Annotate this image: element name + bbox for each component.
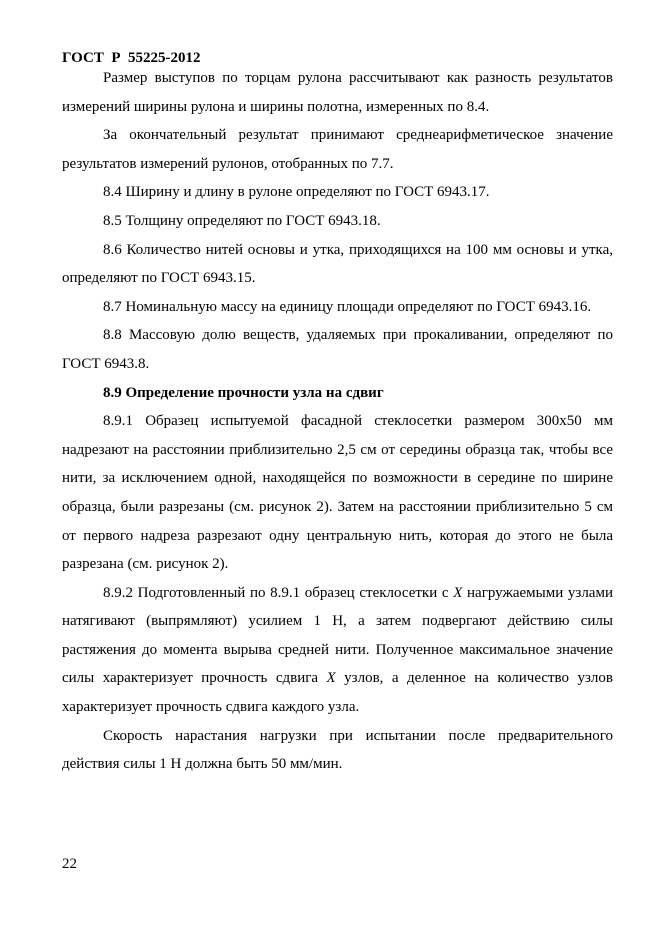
paragraph-8-7: 8.7 Номинальную массу на единицу площади определяют по ГОСТ 6943.16. bbox=[103, 298, 592, 315]
document-header: ГОСТ Р 55225-2012 bbox=[62, 50, 201, 66]
paragraph-load-rate: Скорость нарастания нагрузки при испытании после предварительного действия силы 1 Н должна быть 50 мм/мин. bbox=[62, 727, 613, 773]
variable-x: X bbox=[326, 670, 336, 687]
paragraph-8-8: 8.8 Массовую долю веществ, удаляемых при прокаливании, определяют по ГОСТ 6943.8. bbox=[62, 327, 613, 372]
paragraph-8-9-2-part-c: узлов, а деленное на количество узлов характеризует прочность сдвига каждого узла. bbox=[62, 670, 613, 716]
paragraph-8-9-2-part-a: 8.9.2 Подготовленный по 8.9.1 образец стеклосетки с bbox=[103, 584, 454, 601]
paragraph-8-5: 8.5 Толщину определяют по ГОСТ 6943.18. bbox=[103, 212, 381, 229]
paragraph-protrusion-size: Размер выступов по торцам рулона рассчитывают как разность результатов измерений ширины рулона и ширины полотна, измеренных по 8.4. bbox=[62, 70, 613, 115]
paragraph-8-9-1: 8.9.1 Образец испытуемой фасадной стеклосетки размером 300x50 мм надрезают на расстоянии приблизительно 2,5 см от середины образца так, чтобы все нити, за исключением одной, находящейся по возможности в середине по ширине образца, были разрезаны (см. рисунок 2). Затем на расстоянии приблизительно 5 см от первого надреза разрезают одну центральную нить, которая до этого не была разрезана (см. рисунок 2). bbox=[62, 413, 613, 573]
paragraph-final-result: За окончательный результат принимают среднеарифметическое значение результатов измерений рулонов, отобранных по 7.7. bbox=[62, 127, 613, 172]
variable-x: X bbox=[453, 584, 463, 601]
section-heading-8-9: 8.9 Определение прочности узла на сдвиг bbox=[103, 384, 384, 401]
page-number: 22 bbox=[62, 856, 77, 872]
paragraph-8-9-2-part-b: нагружаемыми узлами натягивают (выпрямляют) усилием 1 Н, а затем подвергают действию силы растяжения до момента вырыва средней нити. Полученное максимальное значение силы характеризует прочность сдвига bbox=[62, 584, 613, 687]
paragraph-8-6: 8.6 Количество нитей основы и утка, приходящихся на 100 мм основы и утка, определяют по ГОСТ 6943.15. bbox=[62, 241, 613, 287]
paragraph-8-4: 8.4 Ширину и длину в рулоне определяют по ГОСТ 6943.17. bbox=[103, 184, 490, 201]
paragraph-8-9-2 bbox=[62, 579, 613, 722]
document-body bbox=[62, 64, 613, 779]
